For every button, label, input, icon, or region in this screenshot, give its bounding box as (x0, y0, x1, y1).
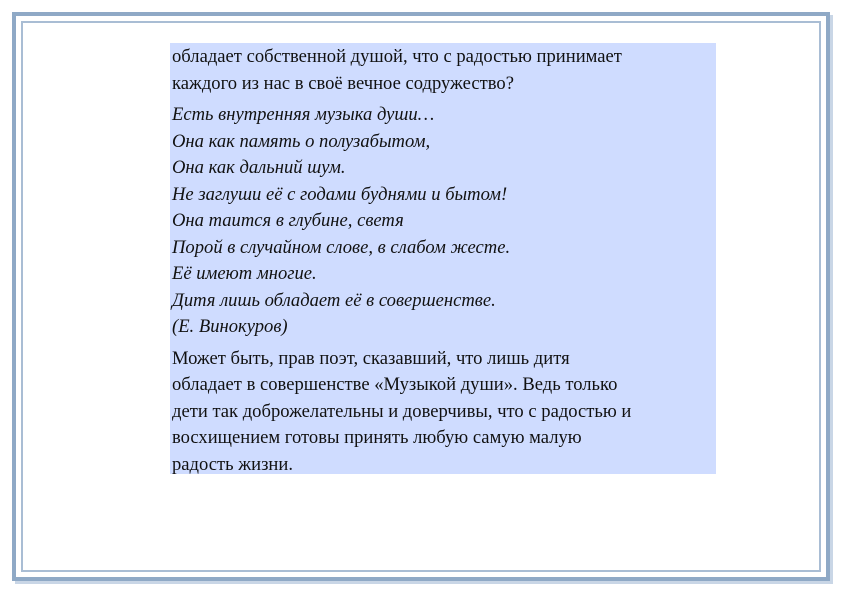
text-box (170, 43, 716, 474)
poem-line: Её имеют многие. (172, 263, 317, 284)
conclusion-paragraph (172, 346, 716, 479)
poem-line: Порой в случайном слове, в слабом жесте. (172, 236, 511, 258)
poem-line: Не заглуши её с годами буднями и бытом! (172, 183, 508, 205)
poem-line: Она таится в глубине, светя (172, 210, 404, 231)
intro-paragraph (172, 44, 716, 97)
conclusion-line: восхищением готовы принять любую самую малую (172, 427, 582, 448)
poem-line: Дитя лишь обладает её в совершенстве. (172, 289, 496, 311)
conclusion-line: обладает в совершенстве «Музыкой души». Ведь только (172, 374, 618, 395)
poem-line: Она как дальний шум. (172, 157, 346, 178)
conclusion-line: дети так доброжелательны и доверчивы, что с радостью и (172, 400, 632, 422)
conclusion-line: Может быть, прав поэт, сказавший, что лишь дитя (172, 347, 570, 369)
conclusion-line: радость жизни. (172, 453, 293, 475)
poem-author: (Е. Винокуров) (172, 316, 288, 337)
poem-line: Она как память о полузабытом, (172, 130, 431, 152)
poem (172, 102, 716, 341)
intro-line: каждого из нас в своё вечное содружество? (172, 72, 514, 94)
poem-line: Есть внутренняя музыка души… (172, 104, 435, 125)
intro-line: обладает собственной душой, что с радостью принимает (172, 46, 622, 67)
